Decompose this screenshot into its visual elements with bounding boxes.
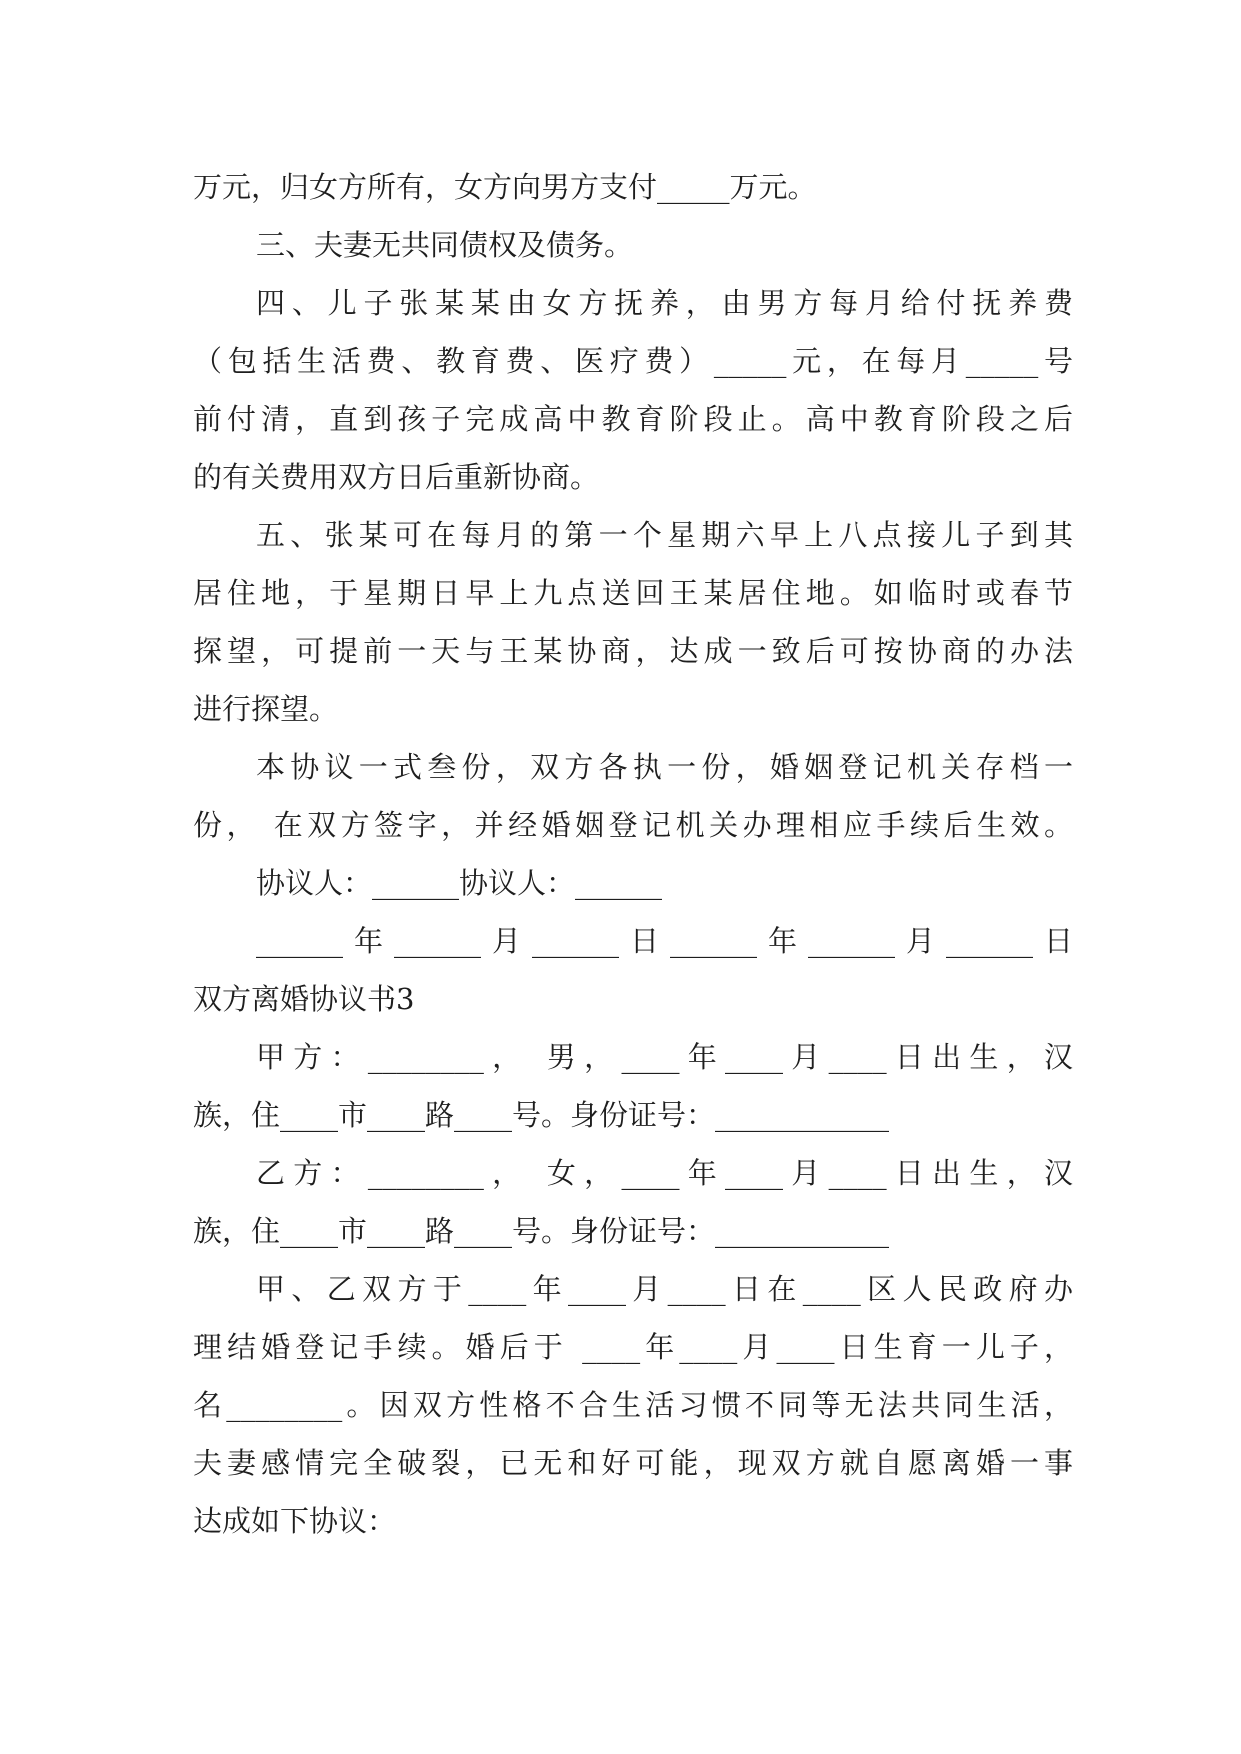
clause-3: 三、夫妻无共同债权及债务。	[256, 228, 634, 262]
date-line: ______年______月______日______年______月______日	[256, 924, 1073, 958]
clause-4-line-1: 四、儿子张某某由女方抚养，由男方每月给付抚养费	[256, 286, 1073, 320]
copies-line-2: 份， 在双方签字，并经婚姻登记机关办理相应手续后生效。	[193, 808, 1073, 842]
marriage-line-3: 名________。因双方性格不合生活习惯不同等无法共同生活，	[193, 1388, 1073, 1422]
clause-5-line-4: 进行探望。	[193, 692, 339, 726]
clause-5-line-1: 五、张某可在每月的第一个星期六早上八点接儿子到其	[256, 518, 1073, 552]
clause-4-line-2: （包括生活费、教育费、医疗费）_____元，在每月_____号	[193, 344, 1073, 378]
signatories-line: 协议人：______协议人：______	[256, 866, 663, 900]
copies-line-1: 本协议一式叁份，双方各执一份，婚姻登记机关存档一	[256, 750, 1073, 784]
section-title: 双方离婚协议书3	[193, 982, 415, 1016]
marriage-line-5: 达成如下协议：	[193, 1504, 397, 1538]
marriage-line-4: 夫妻感情完全破裂，已无和好可能，现双方就自愿离婚一事	[193, 1446, 1073, 1480]
marriage-line-1: 甲、乙双方于____年____月____日在____区人民政府办	[256, 1272, 1073, 1306]
party-b-line-1: 乙方：________， 女，____年____月____日出生，汉	[256, 1156, 1073, 1190]
text-line-1: 万元，归女方所有，女方向男方支付_____万元。	[193, 170, 817, 204]
party-b-line-2: 族，住____市____路____号。身份证号：____________	[193, 1214, 890, 1248]
clause-5-line-2: 居住地，于星期日早上九点送回王某居住地。如临时或春节	[193, 576, 1073, 610]
clause-5-line-3: 探望，可提前一天与王某协商，达成一致后可按协商的办法	[193, 634, 1073, 668]
party-a-line-2: 族，住____市____路____号。身份证号：____________	[193, 1098, 890, 1132]
party-a-line-1: 甲方：________， 男，____年____月____日出生，汉	[256, 1040, 1073, 1074]
clause-4-line-4: 的有关费用双方日后重新协商。	[193, 460, 600, 494]
clause-4-line-3: 前付清，直到孩子完成高中教育阶段止。高中教育阶段之后	[193, 402, 1073, 436]
marriage-line-2: 理结婚登记手续。婚后于 ____年____月____日生育一儿子，	[193, 1330, 1073, 1364]
